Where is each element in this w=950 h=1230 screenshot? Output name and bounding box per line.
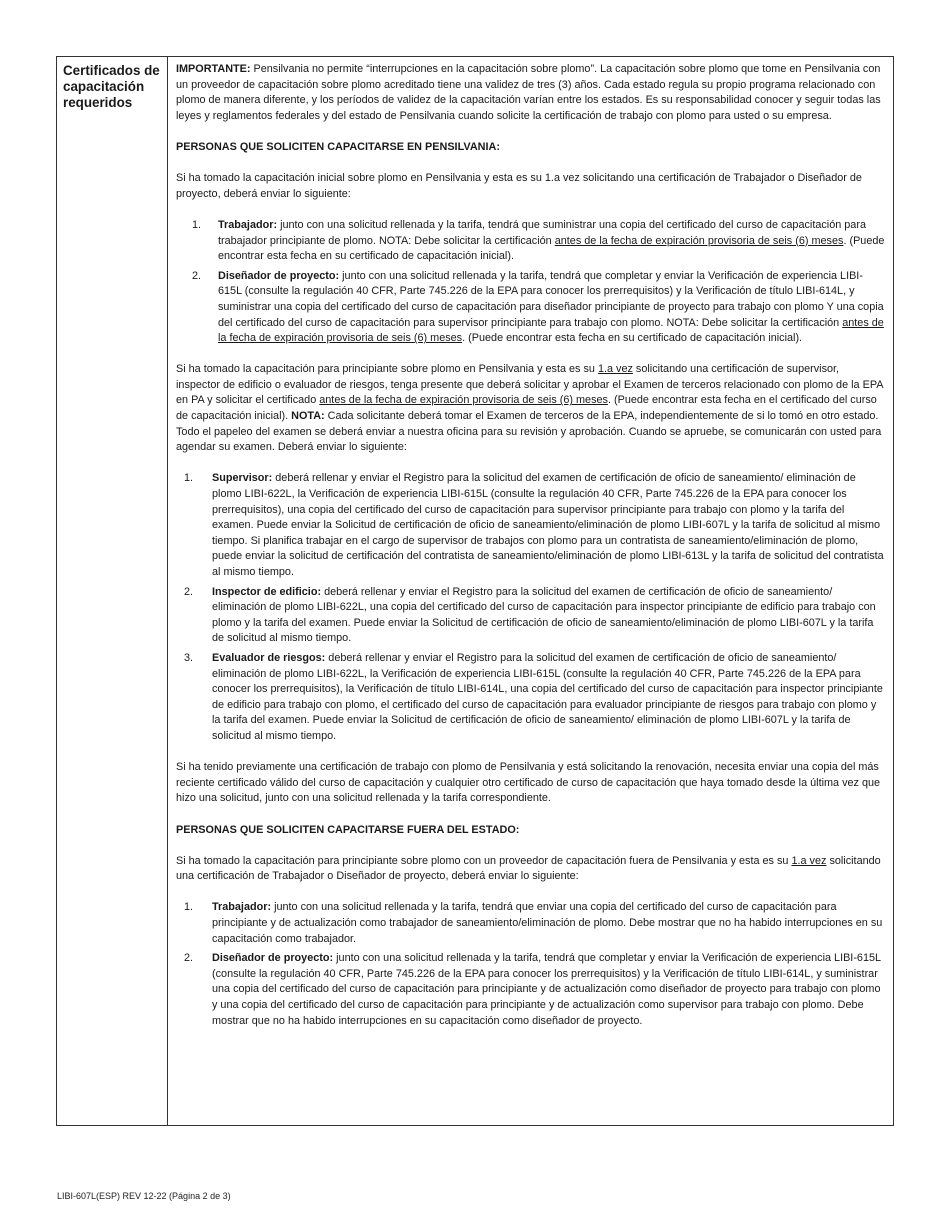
text-segment: Cada solicitante deberá tomar el Examen de terceros de la EPA, independientemente de si lo tomó en otro estado. Todo el papeleo del examen se deberá enviar a nuestra oficina para su revisión y aprobación. Cuando se apruebe, se comunicarán con usted para agendar su examen. Deberá enviar lo siguiente: <box>176 410 882 454</box>
underlined-deadline: antes de la fecha de expiración provisoria de seis (6) meses <box>554 234 844 247</box>
text-segment: solicitando una certificación de supervisor, inspector de edificio o evaluador de riesgos, tenga presente que deberá solicitar y aprobar el Examen de terceros relacionado con plomo de la EPA en PA y solicitar el certificado <box>176 363 883 407</box>
important-paragraph <box>176 62 885 124</box>
underlined-deadline: antes de la fecha de expiración provisoria de seis (6) meses <box>218 316 884 345</box>
nota-label: NOTA: <box>291 410 325 423</box>
list-item-title: Diseñador de proyecto: <box>212 952 334 965</box>
text-segment: . (Puede encontrar esta fecha en el certificado del curso de capacitación inicial). <box>176 394 877 423</box>
list-item-title: Inspector de edificio: <box>212 585 322 598</box>
list-item <box>176 651 885 745</box>
list-item-title: Trabajador: <box>218 218 278 231</box>
list-item <box>176 269 885 347</box>
list-item <box>176 900 885 947</box>
underlined-first-time: 1.a vez <box>597 363 633 376</box>
pa-list-1 <box>176 218 885 347</box>
list-number: 2. <box>184 952 194 965</box>
oos-intro <box>176 854 885 885</box>
requirements-table <box>56 56 894 1126</box>
list-number: 3. <box>184 651 194 664</box>
important-label: IMPORTANTE: <box>176 63 251 75</box>
form-footer: LIBI-607L(ESP) REV 12-22 (Página 2 de 3) <box>57 1191 231 1201</box>
section-label: Certificados de capacitación requeridos <box>57 57 168 1125</box>
list-item-text: deberá rellenar y enviar el Registro para la solicitud del examen de certificación de oficio de saneamiento/ eliminación de plomo LIBI-622L, una copia del certificado del curso de capacitación para inspector principiante de edificio para trabajo con plomo y la tarifa del examen. Puede enviar la Solicitud de certificación de oficio de saneamiento/eliminación de plomo LIBI-607L y la tarifa de solicitud al mismo tiempo. <box>212 585 876 645</box>
pa-heading: PERSONAS QUE SOLICITEN CAPACITARSE EN PENSILVANIA: <box>176 140 500 153</box>
list-item-text: junto con una solicitud rellenada y la tarifa, tendrá que enviar una copia del certificado del curso de capacitación para principiante y de actualización como trabajador de saneamiento/eliminación de plomo. Debe mostrar que no ha habido interrupciones en su capacitación como trabajador. <box>212 901 883 945</box>
list-item <box>176 585 885 647</box>
list-item-title: Evaluador de riesgos: <box>212 651 326 664</box>
list-item-text: deberá rellenar y enviar el Registro para la solicitud del examen de certificación de oficio de saneamiento/ eliminación de plomo LIBI-622L, la Verificación de experiencia LIBI-615L (consulte la regulación 40 CFR, Parte 745.226 de la EPA para conocer los prerrequisitos), la Verificación de título LIBI-614L, una copia del certificado del curso de capacitación para inspector principiante de edificio para trabajo con plomo, el certificado del curso de capacitación para evaluador principiante de riesgos para trabajo con plomo y la tarifa del examen. Puede enviar la Solicitud de certificación de oficio de saneamiento/ eliminación de plomo LIBI-607L y la tarifa de solicitud al mismo tiempo. <box>212 651 883 742</box>
pa-intro-2 <box>176 362 885 456</box>
oos-list <box>176 900 885 1029</box>
list-number: 1. <box>184 901 194 914</box>
list-number: 2. <box>184 585 194 598</box>
section-content <box>168 57 893 1125</box>
list-number: 2. <box>192 269 202 282</box>
list-item <box>176 951 885 1029</box>
oos-heading: PERSONAS QUE SOLICITEN CAPACITARSE FUERA DEL ESTADO: <box>176 823 520 836</box>
list-item-text-end: . (Puede encontrar esta fecha en su certificado de capacitación inicial). <box>462 332 803 345</box>
text-segment: solicitando una certificación de Trabajador o Diseñador de proyecto, deberá enviar lo siguiente: <box>176 854 881 883</box>
list-item <box>176 471 885 580</box>
list-number: 1. <box>192 218 202 231</box>
text-segment: Si ha tomado la capacitación para principiante sobre plomo en Pensilvania y esta es su <box>176 363 598 376</box>
underlined-first-time: 1.a vez <box>791 854 827 867</box>
list-item <box>176 218 885 265</box>
list-item-text: deberá rellenar y enviar el Registro para la solicitud del examen de certificación de oficio de saneamiento/ eliminación de plomo LIBI-622L, la Verificación de experiencia LIBI-615L (consulte la regulación 40 CFR, Parte 745.226 de la EPA para conocer los prerrequisitos), una copia del certificado del curso de capacitación para supervisor principiante para trabajo con plomo y la tarifa del examen. Puede enviar la Solicitud de certificación de oficio de saneamiento/eliminación de plomo LIBI-607L y la tarifa de solicitud al mismo tiempo. Si planifica trabajar en el cargo de supervisor de trabajos con plomo para un contratista de saneamiento/eliminación de plomo, puede enviar la solicitud de certificación del contratista de saneamiento/eliminación de plomo LIBI-613L y la tarifa de solicitud del contratista al mismo tiempo. <box>212 472 884 578</box>
list-item-text: junto con una solicitud rellenada y la tarifa, tendrá que completar y enviar la Verificación de experiencia LIBI-615L (consulte la regulación 40 CFR, Parte 745.226 de la EPA para conocer los prerrequisitos) y la Verificación de título LIBI-614L, y suministrar una copia del certificado del curso de capacitación para principiante y de actualización como diseñador de proyecto para trabajo con plomo y una copia del certificado del curso de capacitación para principiante y de actualización como supervisor para trabajo con plomo. Debe mostrar que no ha habido interrupciones en su capacitación como diseñador de proyecto. <box>212 952 881 1027</box>
list-number: 1. <box>184 472 194 485</box>
list-item-text-end: . (Puede encontrar esta fecha en su certificado de capacitación inicial). <box>218 234 885 263</box>
underlined-deadline: antes de la fecha de expiración provisoria de seis (6) meses <box>319 394 608 407</box>
pa-intro-1: Si ha tomado la capacitación inicial sobre plomo en Pensilvania y esta es su 1.a vez solicitando una certificación de Trabajador o Diseñador de proyecto, deberá enviar lo siguiente: <box>176 172 862 200</box>
important-text: Pensilvania no permite “interrupciones en la capacitación sobre plomo”. La capacitación sobre plomo que tome en Pensilvania con un proveedor de capacitación sobre plomo acreditado tiene una validez de tres (3) años. Cada estado regula su propio programa relacionado con plomo de manera diferente, y los períodos de validez de la capacitación varían entre los estados. Es su responsabilidad conocer y seguir todas las leyes y reglamentos federales y del estado de Pensilvania cuando solicite la certificación de trabajo con plomo para usted o su empresa. <box>176 63 881 122</box>
pa-list-2 <box>176 471 885 744</box>
text-segment: Si ha tomado la capacitación para principiante sobre plomo con un proveedor de capacitación fuera de Pensilvania y esta es su <box>176 854 792 867</box>
list-item-title: Diseñador de proyecto: <box>218 269 340 282</box>
list-item-title: Supervisor: <box>212 472 273 485</box>
list-item-text: junto con una solicitud rellenada y la tarifa, tendrá que completar y enviar la Verificación de experiencia LIBI-615L (consulte la regulación 40 CFR, Parte 745.226 de la EPA para conocer los prerrequisitos) y la Verificación de título LIBI-614L, y suministrar una copia del certificado del curso de capacitación para diseñador principiante de proyecto para trabajo con plomo Y una copia del certificado del curso de capacitación para supervisor principiante para trabajo con plomo. NOTA: Debe solicitar la certificación <box>218 269 884 329</box>
list-item-text: junto con una solicitud rellenada y la tarifa, tendrá que suministrar una copia del certificado del curso de capacitación para trabajador principiante de plomo. NOTA: Debe solicitar la certificación <box>218 218 866 247</box>
list-item-title: Trabajador: <box>212 901 272 914</box>
renewal-paragraph: Si ha tenido previamente una certificación de trabajo con plomo de Pensilvania y está solicitando la renovación, necesita enviar una copia del más reciente certificado válido del curso de capacitación y cualquier otro certificado de curso de capacitación que haya tomado desde la última vez que hizo una solicitud, junto con una solicitud rellenada y la tarifa correspondiente. <box>176 761 881 805</box>
